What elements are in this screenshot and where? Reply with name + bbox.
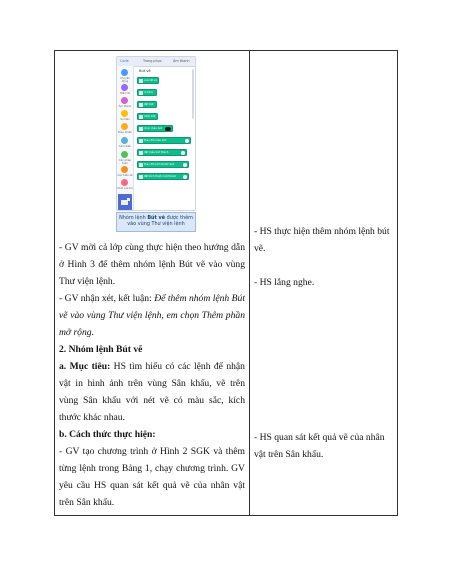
pen-icon xyxy=(139,79,143,83)
tab-costumes: Trang phục xyxy=(143,59,162,63)
category-label: Cảm biến xyxy=(118,145,132,148)
category-label: Khối của tôi xyxy=(117,187,133,190)
category-looks-icon xyxy=(121,84,128,91)
teacher-instruction: - GV mời cả lớp cùng thực hiện theo hướng dẫn ở Hình 3 để thêm nhóm lệnh Bút vẽ vào vùng Thư viện lệnh. xyxy=(59,242,245,287)
pen-block-change-color[interactable]: thay đổi màu bút xyxy=(137,137,191,144)
pen-block-set-color[interactable]: đặt màu bút thành xyxy=(137,149,187,156)
category-label: Âm thanh xyxy=(118,105,132,108)
tab-code: Code xyxy=(120,59,129,63)
pen-icon xyxy=(139,103,143,107)
category-motion-icon xyxy=(121,69,128,76)
value-field[interactable] xyxy=(181,151,185,155)
teacher-task: - GV tạo chương trình ở Hình 2 SGK và thêm từng lệnh trong Bảng 1, chạy chương trình. GV yêu cầu HS quan sát kết quả vẽ của nhân vật trên Sân khấu. xyxy=(59,446,245,508)
pen-block-pen-down[interactable]: đặt bút xyxy=(137,101,157,108)
student-response-3: - HS quan sát kết quả vẽ của nhân vật trên Sân khấu. xyxy=(254,432,385,460)
pen-icon xyxy=(139,151,143,155)
figure-3-pen-extension xyxy=(116,56,196,232)
pen-block-change-size[interactable]: thay đổi kích thước bút xyxy=(137,161,189,168)
value-field[interactable] xyxy=(183,163,187,167)
category-variables-icon xyxy=(121,166,128,173)
pen-icon xyxy=(139,163,143,167)
add-extension-button[interactable] xyxy=(118,194,132,211)
category-label: Hiển thị xyxy=(119,92,131,95)
pen-icon xyxy=(139,175,143,179)
activity-table xyxy=(54,50,398,516)
pen-icon xyxy=(139,91,143,95)
method-heading: b. Cách thức thực hiện: xyxy=(59,429,156,440)
value-field[interactable] xyxy=(185,139,189,143)
pen-category-header: Bút vẽ xyxy=(139,69,151,73)
category-label: Chuyển động xyxy=(120,77,130,83)
category-label: Điều khiển xyxy=(118,131,132,134)
pen-icon xyxy=(139,139,143,143)
figure-caption: Nhóm lệnh Bút vẽ được thêm vào vùng Thư viện lệnh xyxy=(116,212,196,232)
teacher-conclusion: - GV nhận xét, kết luận: Để thêm nhóm lệnh Bút vẽ vào vùng Thư viện lệnh, em chọn Thêm phần mở rộng. xyxy=(59,293,245,338)
category-label: Các phép toán xyxy=(118,159,132,165)
category-label: Sự kiện xyxy=(120,118,130,121)
category-operators-icon xyxy=(121,151,128,158)
pen-icon xyxy=(139,115,143,119)
value-field[interactable] xyxy=(183,175,187,179)
tab-sounds: Âm thanh xyxy=(173,59,190,63)
category-sensing-icon xyxy=(121,137,128,144)
student-response-2: - HS lắng nghe. xyxy=(254,277,315,288)
category-myblocks-icon xyxy=(121,179,128,186)
palette-scrollbar[interactable] xyxy=(192,69,194,119)
category-control-icon xyxy=(121,123,128,130)
color-swatch[interactable] xyxy=(165,127,171,131)
pen-icon xyxy=(139,127,143,131)
objective: a. Mục tiêu: HS tìm hiểu có các lệnh để nhận vật in hình ảnh trên vùng Sân khấu, vẽ trên vùng Sân khấu với nét vẽ có màu sắc, kích thước khác nhau. xyxy=(59,361,245,423)
pen-block-erase-all[interactable]: xoá tất cả xyxy=(137,77,159,84)
pen-block-set-color-picker[interactable]: chọn màu bút xyxy=(137,125,173,132)
column-divider xyxy=(249,51,250,515)
pen-block-stamp[interactable]: in hình xyxy=(137,89,157,96)
category-sound-icon xyxy=(121,97,128,104)
teacher-activities xyxy=(59,239,245,511)
category-palette xyxy=(117,66,134,211)
pen-block-set-size[interactable]: đặt kích thước bút thành xyxy=(137,173,189,180)
student-response-1: - HS thực hiện thêm nhóm lệnh bút vẽ. xyxy=(254,226,390,254)
pen-block-pen-up[interactable]: nhấc bút xyxy=(137,113,158,120)
scratch-screenshot xyxy=(116,56,196,211)
category-label: Các biến số xyxy=(117,174,133,177)
extension-icon xyxy=(118,194,132,211)
category-events-icon xyxy=(121,110,128,117)
section-heading: 2. Nhóm lệnh Bút vẽ xyxy=(59,344,143,355)
